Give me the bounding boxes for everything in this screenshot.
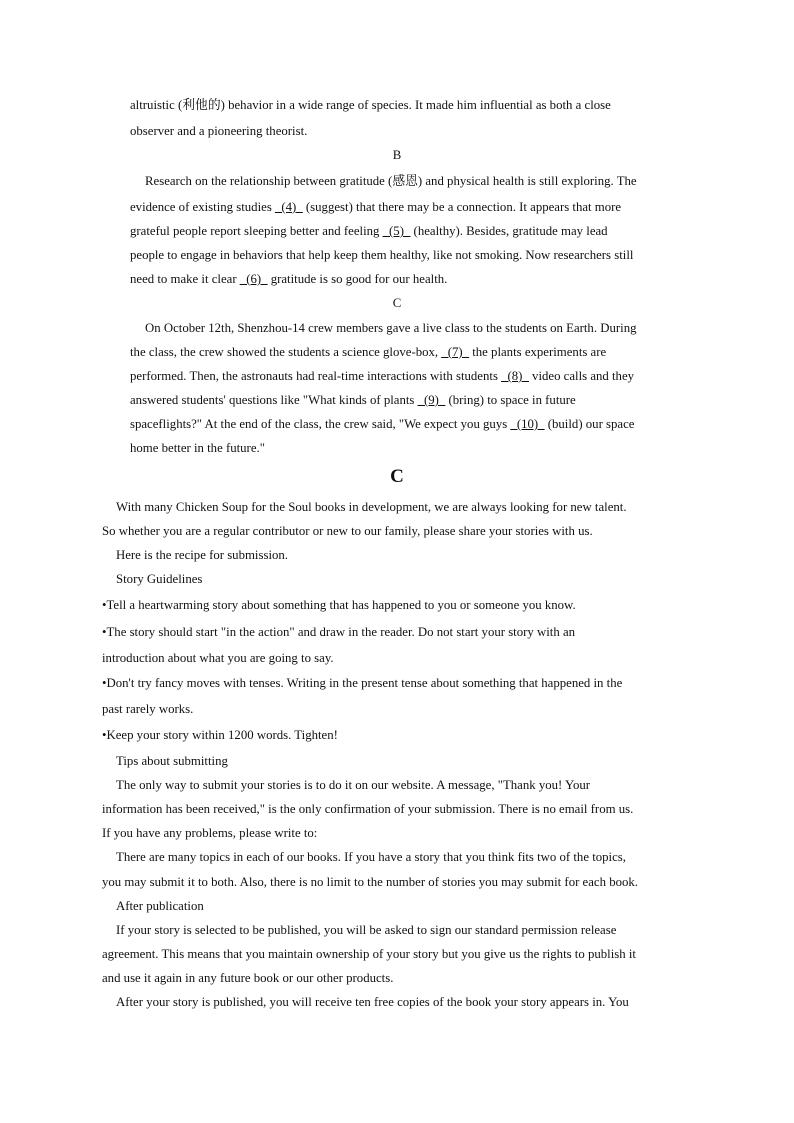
blank-5: _(5)_ <box>382 224 411 238</box>
tips-line-4: There are many topics in each of our books. If you have a story that you think fits two of the topics, <box>116 850 626 864</box>
guideline-bullet-2-line-2: introduction about what you are going to say. <box>102 651 334 665</box>
guideline-bullet-3-line-2: past rarely works. <box>102 702 194 716</box>
passage-b-line-1: Research on the relationship between gratitude (感恩) and physical health is still exploring. The <box>145 174 637 188</box>
passage-c-label: C <box>392 296 402 310</box>
passage-c-line-6: home better in the future." <box>130 441 265 455</box>
tips-line-3: If you have any problems, please write to: <box>102 826 318 840</box>
tips-line-2: information has been received," is the only confirmation of your submission. There is no email from us. <box>102 802 634 816</box>
passage-c-line-2: the class, the crew showed the students a science glove-box, _(7)_ the plants experiments are <box>130 345 607 359</box>
after-line-4: After your story is published, you will receive ten free copies of the book your story appears in. You <box>116 995 629 1009</box>
blank-7: _(7)_ <box>441 345 470 359</box>
guideline-bullet-4: •Keep your story within 1200 words. Tighten! <box>102 728 338 742</box>
intro-line-2: So whether you are a regular contributor or new to our family, please share your stories with us. <box>102 524 593 538</box>
blank-4: _(4)_ <box>275 200 303 214</box>
intro-line-1: With many Chicken Soup for the Soul books in development, we are always looking for new talent. <box>116 500 627 514</box>
section-c-heading: C <box>390 466 404 487</box>
guideline-bullet-3-line-1: •Don't try fancy moves with tenses. Writing in the present tense about something that happened in the <box>102 676 623 690</box>
tips-line-5: you may submit it to both. Also, there is no limit to the number of stories you may submit for each book. <box>102 875 638 889</box>
after-line-3: and use it again in any future book or our other products. <box>102 971 394 985</box>
passage-b-line-2: evidence of existing studies _(4)_ (suggest) that there may be a connection. It appears that more <box>130 200 622 214</box>
tips-line-1: The only way to submit your stories is to do it on our website. A message, "Thank you! Your <box>116 778 591 792</box>
passage-c-line-4: answered students' questions like "What kinds of plants _(9)_ (bring) to space in future <box>130 393 576 407</box>
blank-10: _(10)_ <box>510 417 545 431</box>
passage-b-label: B <box>392 148 402 162</box>
after-line-2: agreement. This means that you maintain ownership of your story but you give us the rights to publish it <box>102 947 636 961</box>
tips-heading: Tips about submitting <box>116 754 228 768</box>
intro-line-3: Here is the recipe for submission. <box>116 548 289 562</box>
passage-a-line-2: observer and a pioneering theorist. <box>130 124 308 138</box>
guideline-bullet-1: •Tell a heartwarming story about something that has happened to you or someone you know. <box>102 598 576 612</box>
blank-6: _(6)_ <box>239 272 268 286</box>
passage-b-line-4: people to engage in behaviors that help keep them healthy, like not smoking. Now researchers still <box>130 248 634 262</box>
blank-8: _(8)_ <box>501 369 529 383</box>
guideline-bullet-2-line-1: •The story should start "in the action" and draw in the reader. Do not start your story with an <box>102 625 576 639</box>
passage-b-line-3: grateful people report sleeping better and feeling _(5)_ (healthy). Besides, gratitude may lead <box>130 224 608 238</box>
blank-9: _(9)_ <box>417 393 446 407</box>
passage-c-line-5: spaceflights?" At the end of the class, the crew said, "We expect you guys _(10)_ (build) our space <box>130 417 635 431</box>
after-line-1: If your story is selected to be published, you will be asked to sign our standard permission release <box>116 923 617 937</box>
passage-c-line-1: On October 12th, Shenzhou-14 crew members gave a live class to the students on Earth. During <box>145 321 637 335</box>
passage-c-line-3: performed. Then, the astronauts had real-time interactions with students _(8)_ video calls and they <box>130 369 635 383</box>
story-guidelines-heading: Story Guidelines <box>116 572 203 586</box>
passage-b-line-5: need to make it clear _(6)_ gratitude is so good for our health. <box>130 272 448 286</box>
passage-a-line-1: altruistic (利他的) behavior in a wide range of species. It made him influential as both a close <box>130 98 611 112</box>
after-publication-heading: After publication <box>116 899 204 913</box>
